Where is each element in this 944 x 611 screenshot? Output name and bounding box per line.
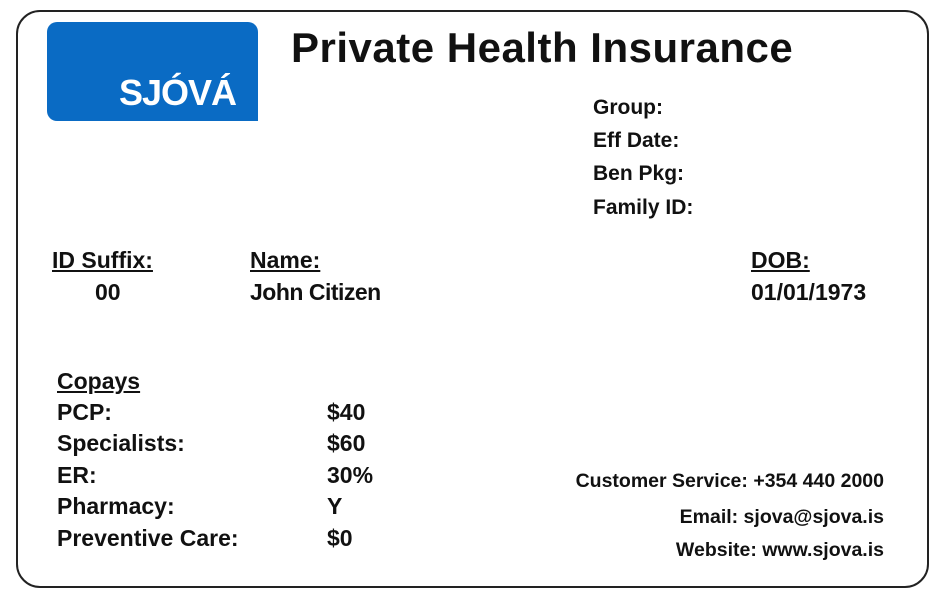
- copay-label: PCP:: [57, 399, 112, 425]
- name-value: John Citizen: [250, 279, 381, 305]
- copay-label: Pharmacy:: [57, 493, 175, 519]
- family-id-label: Family ID:: [593, 196, 694, 219]
- contact-website: Website: www.sjova.is: [675, 539, 884, 561]
- copay-value: $60: [327, 430, 366, 456]
- dob-value: 01/01/1973: [751, 279, 867, 305]
- eff-date-label: Eff Date:: [593, 129, 680, 152]
- copay-label: Preventive Care:: [57, 525, 239, 551]
- sjova-logo: SJÓVÁ: [47, 22, 258, 121]
- copay-label: Specialists:: [57, 430, 185, 456]
- copay-value: $0: [327, 525, 353, 551]
- copays-heading: Copays: [57, 368, 141, 394]
- group-label: Group:: [593, 96, 663, 119]
- name-label: Name:: [250, 247, 321, 273]
- ben-pkg-label: Ben Pkg:: [593, 162, 685, 185]
- dob-label: DOB:: [751, 247, 810, 273]
- copay-value: $40: [327, 399, 366, 425]
- copay-label: ER:: [57, 462, 97, 488]
- card-title: Private Health Insurance: [291, 24, 794, 71]
- id-suffix-label: ID Suffix:: [52, 247, 153, 273]
- copay-value: 30%: [327, 462, 374, 488]
- customer-service-phone: Customer Service: +354 440 2000: [575, 470, 884, 492]
- contact-email: Email: sjova@sjova.is: [679, 506, 884, 528]
- copay-value: Y: [327, 493, 343, 519]
- id-suffix-value: 00: [95, 279, 121, 305]
